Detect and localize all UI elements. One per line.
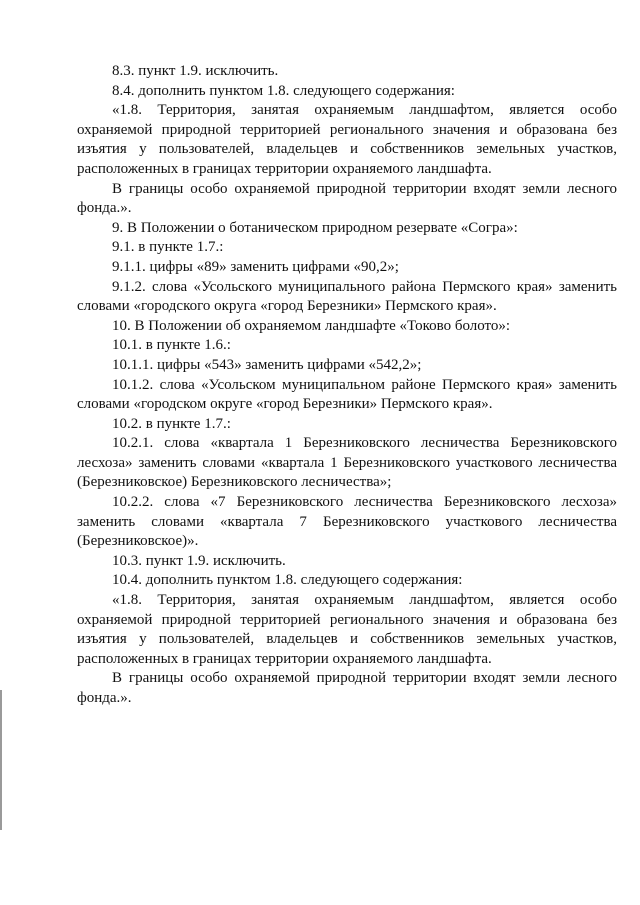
paragraph-forest-fund-a: В границы особо охраняемой природной территории входят земли лесного фонда.». [77,180,617,217]
paragraph-8-4: 8.4. дополнить пунктом 1.8. следующего содержания: [112,82,455,99]
paragraph-10-3: 10.3. пункт 1.9. исключить. [112,552,286,569]
paragraph-10-1-1: 10.1.1. цифры «543» заменить цифрами «542,2»; [112,356,422,373]
paragraph-quote-1-8-b: «1.8. Территория, занятая охраняемым ландшафтом, является особо охраняемой природной территорией регионального значения и образована без изъятия у пользователей, владельцев и собственников земельных участков, расположенных в границах территории охраняемого ландшафта. [77,592,617,667]
paragraph-9-1-1: 9.1.1. цифры «89» заменить цифрами «90,2»; [112,258,399,275]
paragraph-10: 10. В Положении об охраняемом ландшафте «Токово болото»: [112,317,511,334]
paragraph-9: 9. В Положении о ботаническом природном резервате «Согра»: [112,219,518,236]
scan-edge-mark [0,690,2,830]
paragraph-10-1: 10.1. в пункте 1.6.: [112,337,231,354]
paragraph-10-2-2: 10.2.2. слова «7 Березниковского лесничества Березниковского лесхоза» заменить словами «квартала 7 Березниковского участкового лесничества (Березниковское)». [77,494,617,550]
paragraph-10-2: 10.2. в пункте 1.7.: [112,415,231,432]
document-body [77,62,617,709]
paragraph-9-1: 9.1. в пункте 1.7.: [112,239,224,256]
paragraph-9-1-2: 9.1.2. слова «Усольского муниципального района Пермского края» заменить словами «городского округа «город Березники» Пермского края». [77,278,617,315]
paragraph-quote-1-8-a: «1.8. Территория, занятая охраняемым ландшафтом, является особо охраняемой природной территорией регионального значения и образована без изъятия у пользователей, владельцев и собственников земельных участков, расположенных в границах территории охраняемого ландшафта. [77,102,617,177]
paragraph-forest-fund-b: В границы особо охраняемой природной территории входят земли лесного фонда.». [77,670,617,706]
paragraph-8-3: 8.3. пункт 1.9. исключить. [112,63,279,79]
paragraph-10-1-2: 10.1.2. слова «Усольском муниципальном районе Пермского края» заменить словами «городском округе «город Березники» Пермского края». [77,376,617,413]
paragraph-10-4: 10.4. дополнить пунктом 1.8. следующего содержания: [112,572,463,589]
paragraph-10-2-1: 10.2.1. слова «квартала 1 Березниковского лесничества Березниковского лесхоза» заменить словами «квартала 1 Березниковского участкового лесничества (Березниковское) Березниковского лесничества»; [77,435,617,491]
